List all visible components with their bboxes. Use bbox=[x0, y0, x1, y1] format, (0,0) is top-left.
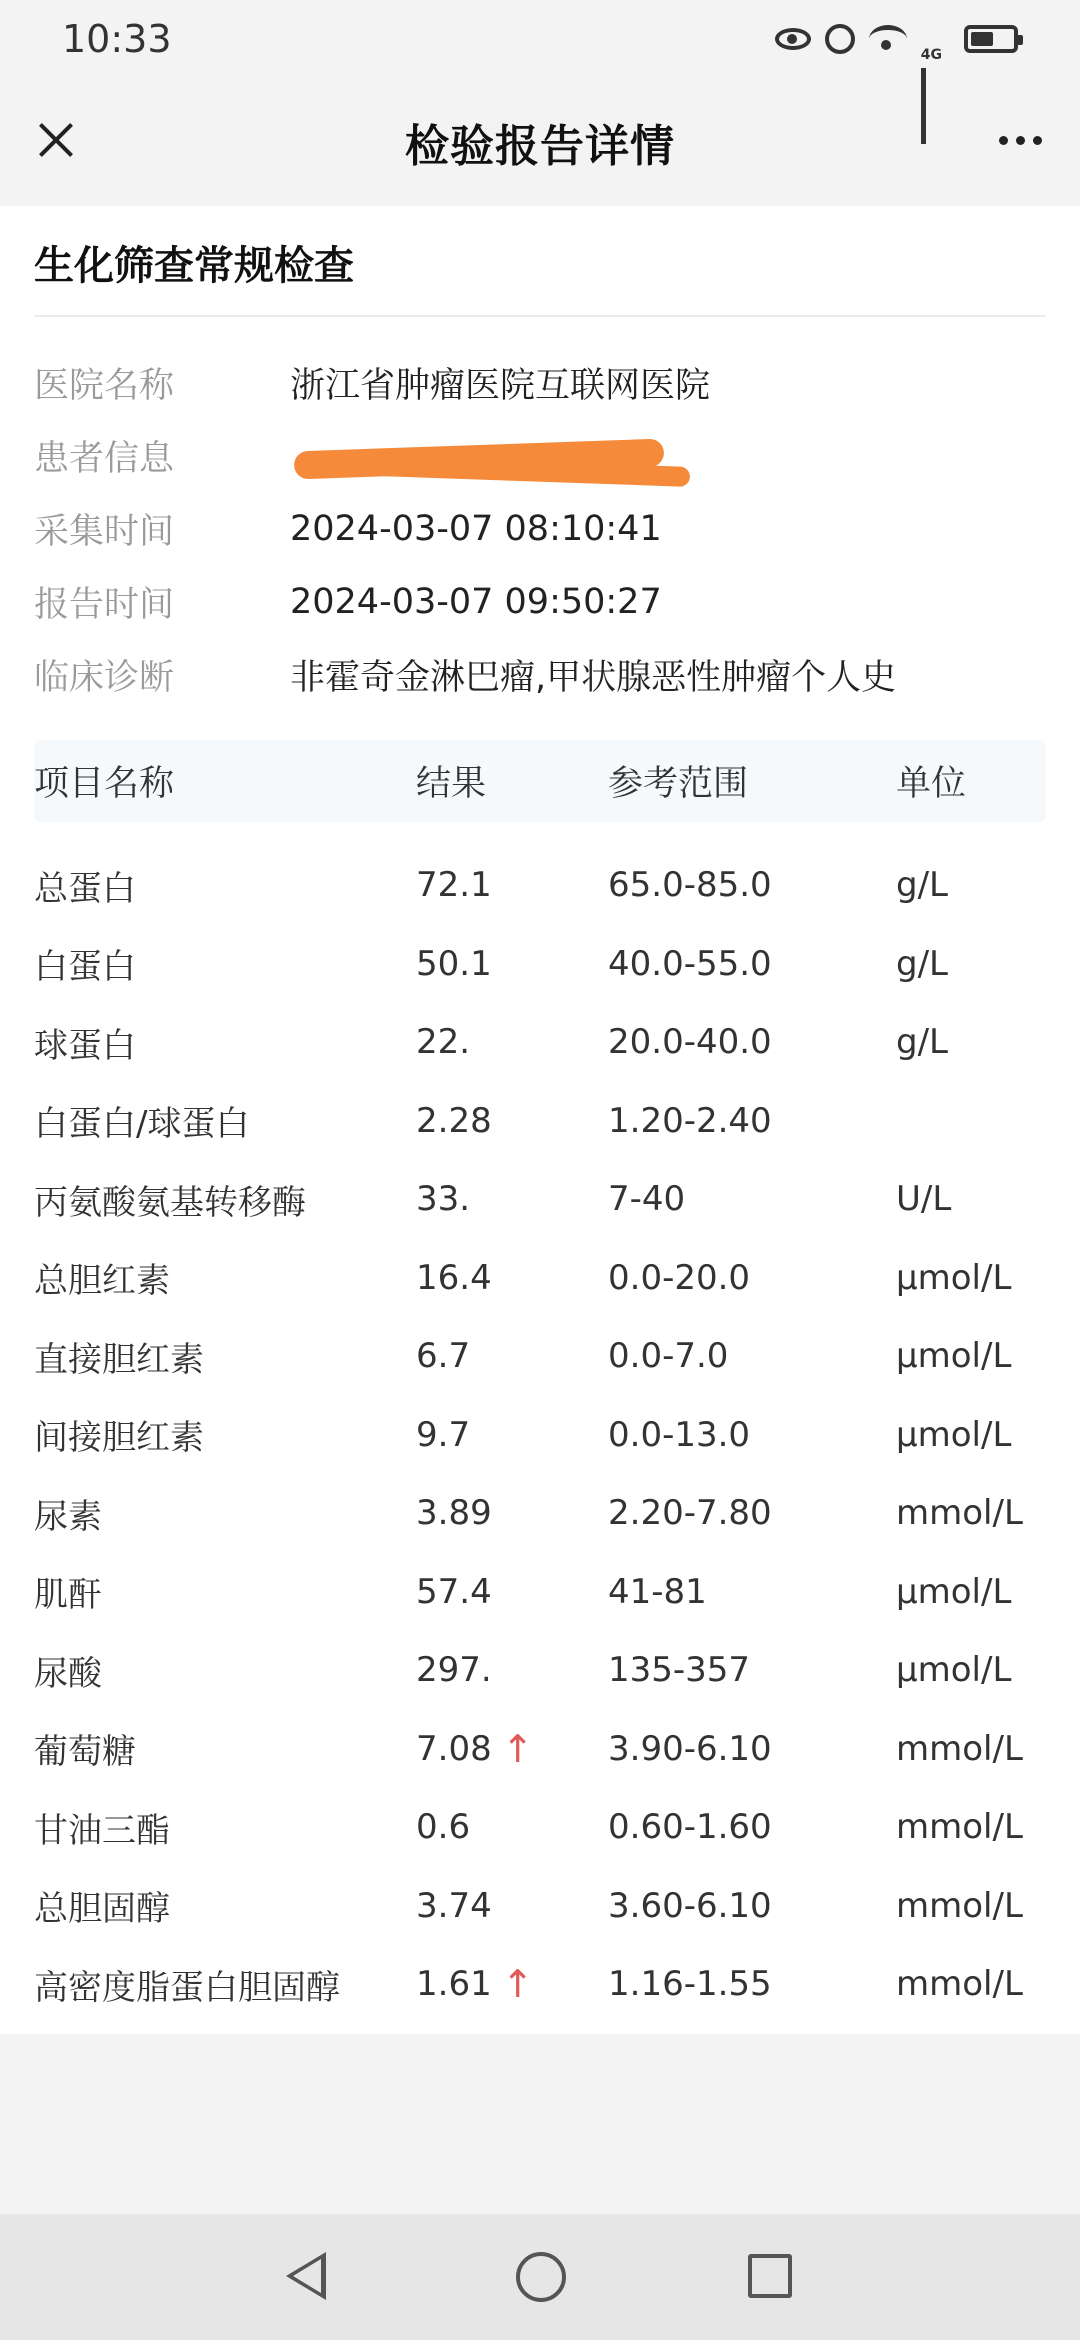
item-result-cell bbox=[416, 865, 608, 905]
column-header-name: 项目名称 bbox=[34, 764, 175, 804]
item-result-cell bbox=[416, 1493, 608, 1533]
item-result-cell bbox=[416, 1258, 608, 1298]
item-unit: U/L bbox=[896, 1179, 952, 1220]
item-unit: mmol/L bbox=[896, 1964, 1023, 2005]
report-title: 生化筛查常规检查 bbox=[34, 243, 354, 289]
item-name: 白蛋白 bbox=[34, 947, 136, 988]
patient-info-redaction bbox=[290, 431, 690, 481]
item-result-cell bbox=[416, 1022, 608, 1062]
item-name: 白蛋白/球蛋白 bbox=[34, 1104, 250, 1145]
item-name: 尿酸 bbox=[34, 1653, 102, 1694]
info-row-collect-time bbox=[34, 492, 1046, 565]
report-card bbox=[0, 206, 1080, 2034]
item-result: 33. bbox=[416, 1179, 471, 1220]
item-result-cell bbox=[416, 1179, 608, 1219]
item-result-cell bbox=[416, 944, 608, 984]
item-unit: μmol/L bbox=[896, 1336, 1012, 1377]
table-row bbox=[34, 1788, 1046, 1867]
recent-apps-icon[interactable] bbox=[748, 2254, 792, 2298]
table-row bbox=[34, 1396, 1046, 1475]
item-range: 20.0-40.0 bbox=[608, 1022, 772, 1063]
table-row bbox=[34, 1160, 1046, 1239]
navigation-bar bbox=[0, 2214, 1080, 2340]
item-name: 高密度脂蛋白胆固醇 bbox=[34, 1967, 340, 2008]
item-range: 1.16-1.55 bbox=[608, 1964, 772, 2005]
item-result: 9.7 bbox=[416, 1414, 471, 1455]
arrow-up-icon: ↑ bbox=[501, 1726, 534, 1771]
item-result: 6.7 bbox=[416, 1336, 471, 1377]
item-result: 0.6 bbox=[416, 1807, 471, 1848]
table-row bbox=[34, 1003, 1046, 1082]
report-info bbox=[34, 346, 1046, 711]
divider bbox=[34, 315, 1046, 317]
info-label: 医院名称 bbox=[34, 365, 175, 406]
info-label: 患者信息 bbox=[34, 438, 175, 479]
item-unit: mmol/L bbox=[896, 1493, 1023, 1534]
table-row bbox=[34, 1867, 1046, 1946]
item-unit: g/L bbox=[896, 865, 948, 906]
title-bar bbox=[0, 78, 1080, 206]
info-value: 2024-03-07 08:10:41 bbox=[290, 508, 662, 549]
status-time: 10:33 bbox=[62, 17, 172, 61]
info-row-patient bbox=[34, 419, 1046, 492]
item-unit: μmol/L bbox=[896, 1650, 1012, 1691]
item-range: 0.0-20.0 bbox=[608, 1257, 751, 1298]
info-row-report-time bbox=[34, 565, 1046, 638]
item-range: 41-81 bbox=[608, 1571, 707, 1612]
table-row bbox=[34, 1239, 1046, 1318]
item-result: 3.74 bbox=[416, 1885, 492, 1926]
info-row-hospital bbox=[34, 346, 1046, 419]
status-icons bbox=[775, 24, 1018, 63]
item-name: 间接胆红素 bbox=[34, 1418, 204, 1459]
item-result: 2.28 bbox=[416, 1100, 492, 1141]
more-button[interactable] bbox=[984, 108, 1056, 172]
info-label: 采集时间 bbox=[34, 511, 175, 552]
wifi-icon bbox=[869, 25, 907, 53]
item-unit: mmol/L bbox=[896, 1807, 1023, 1848]
item-result: 22. bbox=[416, 1022, 471, 1063]
column-header-unit: 单位 bbox=[896, 764, 967, 804]
item-name: 直接胆红素 bbox=[34, 1339, 204, 1380]
item-name: 尿素 bbox=[34, 1496, 102, 1537]
info-label: 临床诊断 bbox=[34, 657, 175, 698]
table-row bbox=[34, 1082, 1046, 1161]
item-result-cell bbox=[416, 1807, 608, 1847]
item-range: 0.0-7.0 bbox=[608, 1336, 729, 1377]
alarm-icon bbox=[825, 24, 855, 54]
item-result: 297. bbox=[416, 1650, 492, 1691]
close-button[interactable] bbox=[24, 108, 88, 172]
item-unit: μmol/L bbox=[896, 1571, 1012, 1612]
item-name: 丙氨酸氨基转移酶 bbox=[34, 1182, 306, 1223]
item-result: 1.61 bbox=[416, 1964, 492, 2005]
item-name: 球蛋白 bbox=[34, 1025, 136, 1066]
info-label: 报告时间 bbox=[34, 584, 175, 625]
item-result-cell bbox=[416, 1101, 608, 1141]
item-result: 16.4 bbox=[416, 1257, 492, 1298]
item-range: 2.20-7.80 bbox=[608, 1493, 772, 1534]
eye-icon bbox=[775, 28, 811, 50]
item-result: 50.1 bbox=[416, 943, 492, 984]
item-unit: g/L bbox=[896, 943, 948, 984]
item-unit: g/L bbox=[896, 1022, 948, 1063]
item-result-cell bbox=[416, 1886, 608, 1926]
info-value: 非霍奇金淋巴瘤,甲状腺恶性肿瘤个人史 bbox=[290, 657, 897, 698]
table-row bbox=[34, 1317, 1046, 1396]
table-row bbox=[34, 1945, 1046, 2024]
battery-icon bbox=[964, 25, 1018, 53]
item-unit: mmol/L bbox=[896, 1885, 1023, 1926]
item-unit: mmol/L bbox=[896, 1728, 1023, 1769]
item-result-cell bbox=[416, 1572, 608, 1612]
table-row bbox=[34, 1474, 1046, 1553]
table-row bbox=[34, 1553, 1046, 1632]
item-range: 135-357 bbox=[608, 1650, 751, 1691]
back-icon[interactable] bbox=[286, 2252, 326, 2300]
arrow-up-icon: ↑ bbox=[501, 1962, 534, 2007]
item-result-cell bbox=[416, 1336, 608, 1376]
item-name: 总胆固醇 bbox=[34, 1889, 170, 1930]
item-unit: μmol/L bbox=[896, 1414, 1012, 1455]
item-range: 0.0-13.0 bbox=[608, 1414, 751, 1455]
item-result: 3.89 bbox=[416, 1493, 492, 1534]
table-row bbox=[34, 925, 1046, 1004]
table-row bbox=[34, 846, 1046, 925]
item-result-cell bbox=[416, 1415, 608, 1455]
item-result-cell bbox=[416, 1650, 608, 1690]
item-range: 7-40 bbox=[608, 1179, 686, 1220]
item-range: 1.20-2.40 bbox=[608, 1100, 772, 1141]
item-range: 0.60-1.60 bbox=[608, 1807, 772, 1848]
item-name: 甘油三酯 bbox=[34, 1810, 170, 1851]
item-result-cell bbox=[416, 1726, 608, 1771]
item-range: 3.90-6.10 bbox=[608, 1728, 772, 1769]
table-row bbox=[34, 1710, 1046, 1789]
item-name: 肌酐 bbox=[34, 1575, 102, 1616]
item-result: 57.4 bbox=[416, 1571, 492, 1612]
item-name: 葡萄糖 bbox=[34, 1732, 136, 1773]
item-result-cell bbox=[416, 1962, 608, 2007]
column-header-range: 参考范围 bbox=[608, 764, 749, 804]
table-header bbox=[34, 740, 1046, 822]
close-icon bbox=[36, 120, 76, 160]
info-row-diagnosis bbox=[34, 638, 1046, 711]
column-header-result: 结果 bbox=[416, 764, 487, 804]
item-result: 7.08 bbox=[416, 1728, 492, 1769]
item-result: 72.1 bbox=[416, 865, 492, 906]
item-name: 总胆红素 bbox=[34, 1261, 170, 1302]
page-title: 检验报告详情 bbox=[405, 121, 675, 172]
item-name: 总蛋白 bbox=[34, 868, 136, 909]
item-range: 3.60-6.10 bbox=[608, 1885, 772, 1926]
item-range: 65.0-85.0 bbox=[608, 865, 772, 906]
more-icon bbox=[999, 136, 1008, 145]
signal-icon bbox=[920, 24, 944, 63]
item-unit: μmol/L bbox=[896, 1257, 1012, 1298]
info-value: 浙江省肿瘤医院互联网医院 bbox=[290, 365, 711, 406]
item-range: 40.0-55.0 bbox=[608, 943, 772, 984]
status-bar bbox=[0, 0, 1080, 78]
info-value: 2024-03-07 09:50:27 bbox=[290, 581, 662, 622]
home-icon[interactable] bbox=[516, 2252, 566, 2302]
result-table bbox=[34, 846, 1046, 2024]
network-type-label: 4G bbox=[920, 47, 942, 63]
table-row bbox=[34, 1631, 1046, 1710]
